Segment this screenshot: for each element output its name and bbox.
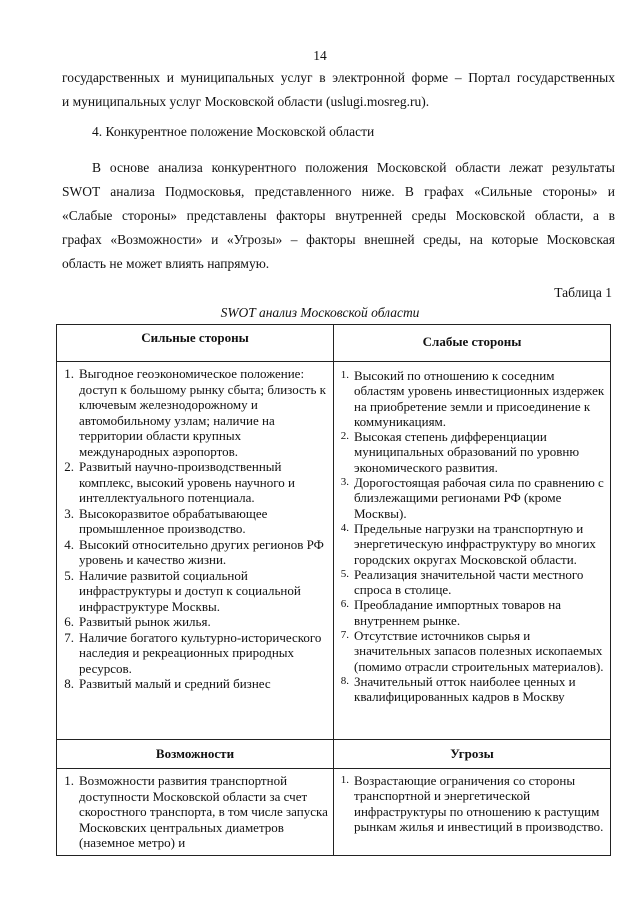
list-item bbox=[57, 459, 333, 506]
item-text: Возможности развития транспортной доступности Московской области за счет скоростного транспорта, в том числе запуска Московских центральных диаметров (наземное метро) и bbox=[79, 773, 328, 850]
item-number: 8. bbox=[64, 676, 74, 691]
item-number: 3. bbox=[340, 476, 349, 489]
list-item bbox=[334, 521, 610, 567]
item-number: 6. bbox=[64, 614, 74, 629]
weaknesses-cell bbox=[334, 362, 611, 740]
threats-header: Угрозы bbox=[334, 740, 611, 769]
item-text: Реализация значительной части местного спроса в столице. bbox=[354, 566, 584, 598]
list-item bbox=[334, 475, 610, 521]
item-number: 5. bbox=[64, 567, 74, 583]
item-text: Развитый рынок жилья. bbox=[79, 614, 211, 629]
item-number: 7. bbox=[64, 629, 74, 645]
intro-line-1: государственных и муниципальных услуг в электронной форме – Портал государственных bbox=[62, 70, 615, 85]
item-number: 8. bbox=[340, 674, 349, 687]
item-text: Наличие развитой социальной инфраструктуры и доступ к социальной инфраструктуре Москвы. bbox=[79, 567, 301, 614]
strengths-list bbox=[57, 362, 333, 692]
body-line-5: область не может влиять напрямую. bbox=[62, 256, 270, 271]
item-text: Дорогостоящая рабочая сила по сравнению с близлежащими регионами РФ (кроме Москвы). bbox=[354, 475, 604, 521]
body-line-3: «Слабые стороны» представлены факторы внутренней среды Московской области, а в bbox=[62, 208, 615, 223]
item-number: 5. bbox=[340, 567, 349, 580]
item-number: 1. bbox=[64, 366, 74, 381]
item-text: Значительный отток наиболее ценных и квалифицированных кадров в Москву bbox=[354, 673, 576, 705]
item-text: Выгодное геоэкономическое положение: доступ к большому рынку сбыта; близость к ключевым железнодорожному и автомобильному узлам; наличие на территории области крупных международных аэропортов. bbox=[79, 366, 326, 459]
list-item bbox=[57, 630, 333, 677]
body-line-2: SWOT анализа Подмосковья, представленного ниже. В графах «Сильные стороны» и bbox=[62, 184, 615, 199]
list-item bbox=[57, 568, 333, 615]
list-item bbox=[57, 773, 333, 851]
opportunities-header: Возможности bbox=[57, 740, 334, 769]
item-number: 4. bbox=[64, 536, 74, 552]
list-item bbox=[334, 368, 610, 429]
item-number: 3. bbox=[64, 505, 74, 521]
item-text: Отсутствие источников сырья и значительных запасов полезных ископаемых (помимо отрасли строительных материалов). bbox=[354, 628, 604, 674]
table-caption: SWOT анализ Московской области bbox=[220, 305, 420, 320]
item-text: Высокий по отношению к соседним областям уровень инвестиционных издержек на приобретение земли и присоединение к коммуникациям. bbox=[354, 368, 605, 429]
table-label: Таблица 1 bbox=[554, 285, 612, 300]
list-item bbox=[57, 676, 333, 692]
item-text: Наличие богатого культурно-исторического наследия и рекреационных природных ресурсов. bbox=[79, 629, 322, 676]
item-number: 6. bbox=[340, 598, 349, 611]
list-item bbox=[334, 597, 610, 628]
item-number: 4. bbox=[340, 521, 349, 534]
opportunities-list bbox=[57, 769, 333, 851]
item-number: 1. bbox=[340, 369, 349, 381]
swot-table bbox=[56, 324, 611, 856]
item-text: Предельные нагрузки на транспортную и энергетическую инфраструктуру во многих городских округах Московской области. bbox=[354, 520, 596, 567]
opportunities-cell bbox=[57, 769, 334, 856]
intro-paragraph bbox=[62, 66, 615, 114]
item-number: 2. bbox=[64, 459, 74, 474]
list-item bbox=[57, 366, 333, 459]
list-item bbox=[334, 674, 610, 705]
item-number: 7. bbox=[340, 629, 349, 642]
item-text: Развитый научно-производственный комплекс, высокий уровень научного и интеллектуального потенциала. bbox=[79, 459, 295, 505]
threats-cell bbox=[334, 769, 611, 856]
weaknesses-list bbox=[334, 362, 610, 705]
list-item bbox=[334, 429, 610, 475]
item-number: 2. bbox=[340, 430, 349, 443]
item-text: Возрастающие ограничения со стороны транспортной и энергетической инфраструктуры по отношению к растущим рынкам жилья и инвестиций в производство. bbox=[354, 773, 604, 834]
item-text: Развитый малый и средний бизнес bbox=[79, 676, 271, 691]
list-item bbox=[57, 614, 333, 630]
list-item bbox=[334, 567, 610, 598]
body-paragraph bbox=[62, 156, 615, 276]
item-number: 1. bbox=[64, 773, 74, 788]
list-item bbox=[57, 537, 333, 568]
weaknesses-header: Слабые стороны bbox=[334, 325, 611, 362]
item-text: Высокоразвитое обрабатывающее промышленное производство. bbox=[79, 505, 268, 536]
item-number: 1. bbox=[340, 774, 349, 786]
body-line-4: графах «Возможности» и «Угрозы» – факторы внешней среды, на которые Московская bbox=[62, 232, 615, 247]
item-text: Преобладание импортных товаров на внутреннем рынке. bbox=[354, 597, 561, 628]
page-number: 14 bbox=[313, 48, 327, 63]
intro-line-2: и муниципальных услуг Московской области (uslugi.mosreg.ru). bbox=[62, 94, 430, 109]
strengths-header: Сильные стороны bbox=[57, 325, 334, 362]
threats-list bbox=[334, 769, 610, 834]
item-text: Высокая степень дифференциации муниципальных образований по уровню экономического развития. bbox=[354, 429, 580, 475]
item-text: Высокий относительно других регионов РФ уровень и качество жизни. bbox=[79, 536, 324, 567]
list-item bbox=[334, 773, 610, 834]
body-line-1: В основе анализа конкурентного положения Московской области лежат результаты bbox=[92, 160, 615, 175]
list-item bbox=[57, 506, 333, 537]
section-heading: 4. Конкурентное положение Московской области bbox=[92, 124, 375, 139]
strengths-cell bbox=[57, 362, 334, 740]
list-item bbox=[334, 628, 610, 674]
